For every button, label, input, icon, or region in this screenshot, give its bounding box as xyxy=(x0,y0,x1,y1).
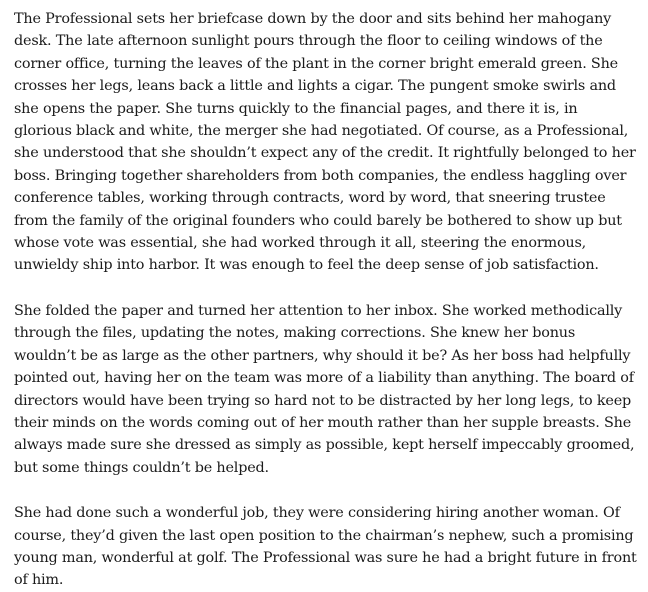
paragraph-2: She folded the paper and turned her attention to her inbox. She worked methodically through the files, updating the notes, making corrections. She knew her bonus wouldn’t be as large as the other partners, why should it be? As her boss had helpfully pointed out, having her on the team was more of a liability than anything. The board of directors would have been trying so hard not to be distracted by her long legs, to keep their minds on the words coming out of her mouth rather than her supple breasts. She always made sure she dressed as simply as possible, kept herself impeccably groomed, but some things couldn’t be helped. xyxy=(14,302,635,476)
paragraph-1: The Professional sets her briefcase down by the door and sits behind her mahogany desk. The late afternoon sunlight pours through the floor to ceiling windows of the corner office, turning the leaves of the plant in the corner bright emerald green. She crosses her legs, leans back a little and lights a cigar. The pungent smoke swirls and she opens the paper. She turns quickly to the financial pages, and there it is, in glorious black and white, the merger she had negotiated. Of course, as a Professional, she understood that she shouldn’t expect any of the credit. It rightfully belonged to her boss. Bringing together shareholders from both companies, the endless haggling over conference tables, working through contracts, word by word, that sneering trustee from the family of the original founders who could barely be bothered to show up but whose vote was essential, she had worked through it all, steering the enormous, unwieldy ship into harbor. It was enough to feel the deep sense of job satisfaction. xyxy=(14,11,636,274)
document-body xyxy=(14,8,638,592)
paragraph-3: She had done such a wonderful job, they were considering hiring another woman. Of course, they’d given the last open position to the chairman’s nephew, such a promising young man, wonderful at golf. The Professional was sure he had a bright future in front of him. xyxy=(14,505,637,589)
